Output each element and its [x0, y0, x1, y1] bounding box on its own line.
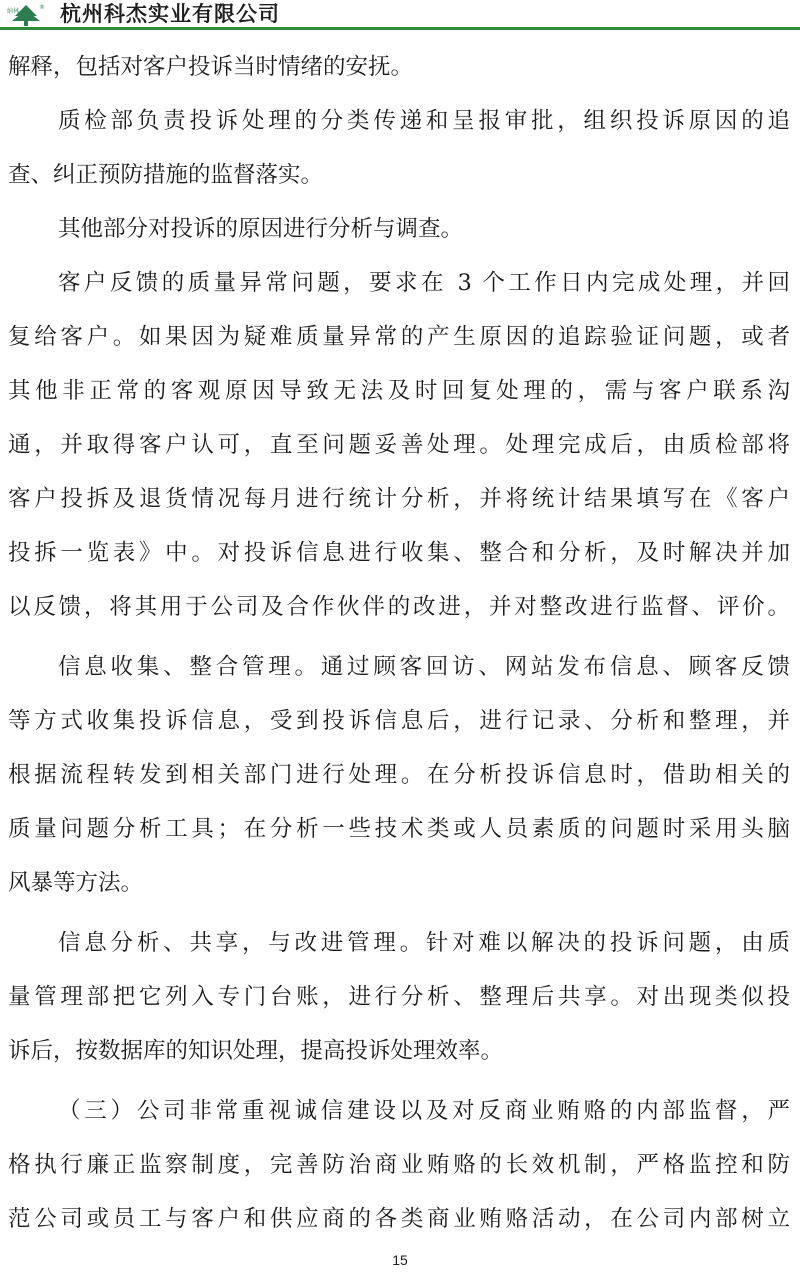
text-line: 信息收集、整合管理。通过顾客回访、网站发布信息、顾客反馈 — [58, 654, 790, 680]
text-line: 风暴等方法。 — [8, 870, 144, 896]
logo-text: 纳林 — [7, 8, 20, 15]
text-line: 客户反馈的质量异常问题，要求在 3 个工作日内完成处理，并回 — [58, 270, 790, 296]
company-name: 杭州科杰实业有限公司 — [60, 2, 280, 26]
text-line: （三）公司非常重视诚信建设以及对反商业贿赂的内部监督，严 — [58, 1098, 790, 1124]
page-number: 15 — [392, 1252, 408, 1268]
text-line: 范公司或员工与客户和供应商的各类商业贿赂活动，在公司内部树立 — [8, 1206, 790, 1232]
text-line: 通，并取得客户认可，直至问题妥善处理。处理完成后，由质检部将 — [8, 432, 790, 458]
text-line: 诉后，按数据库的知识处理，提高投诉处理效率。 — [8, 1038, 504, 1064]
text-line: 查、纠正预防措施的监督落实。 — [8, 162, 324, 188]
text-line: 质量问题分析工具；在分析一些技术类或人员素质的问题时采用头脑 — [8, 816, 790, 842]
header-divider — [0, 27, 800, 30]
text-line: 信息分析、共享，与改进管理。针对难以解决的投诉问题，由质 — [58, 930, 790, 956]
text-line: 复给客户。如果因为疑难质量异常的产生原因的追踪验证问题，或者 — [8, 324, 790, 350]
company-logo-icon — [6, 2, 46, 28]
text-line: 客户投拆及退货情况每月进行统计分析，并将统计结果填写在《客户 — [8, 486, 790, 512]
text-line: 格执行廉正监察制度，完善防治商业贿赂的长效机制，严格监控和防 — [8, 1152, 790, 1178]
text-line: 量管理部把它列入专门台账，进行分析、整理后共享。对出现类似投 — [8, 984, 790, 1010]
text-line: 质检部负责投诉处理的分类传递和呈报审批，组织投诉原因的追 — [58, 108, 790, 134]
text-line: 根据流程转发到相关部门进行处理。在分析投诉信息时，借助相关的 — [8, 762, 790, 788]
text-line: 解释，包括对客户投诉当时情绪的安抚。 — [8, 54, 414, 80]
registered-mark: ® — [39, 4, 45, 11]
text-line: 投拆一览表》中。对投诉信息进行收集、整合和分析，及时解决并加 — [8, 540, 790, 566]
page-header — [0, 0, 800, 30]
text-line: 其他部分对投诉的原因进行分析与调查。 — [58, 216, 464, 242]
text-line: 等方式收集投诉信息，受到投诉信息后，进行记录、分析和整理，并 — [8, 708, 790, 734]
text-line: 其他非正常的客观原因导致无法及时回复处理的，需与客户联系沟 — [8, 378, 790, 404]
text-line: 以反馈，将其用于公司及合作伙伴的改进，并对整改进行监督、评价。 — [8, 594, 790, 620]
document-body — [8, 40, 790, 1246]
